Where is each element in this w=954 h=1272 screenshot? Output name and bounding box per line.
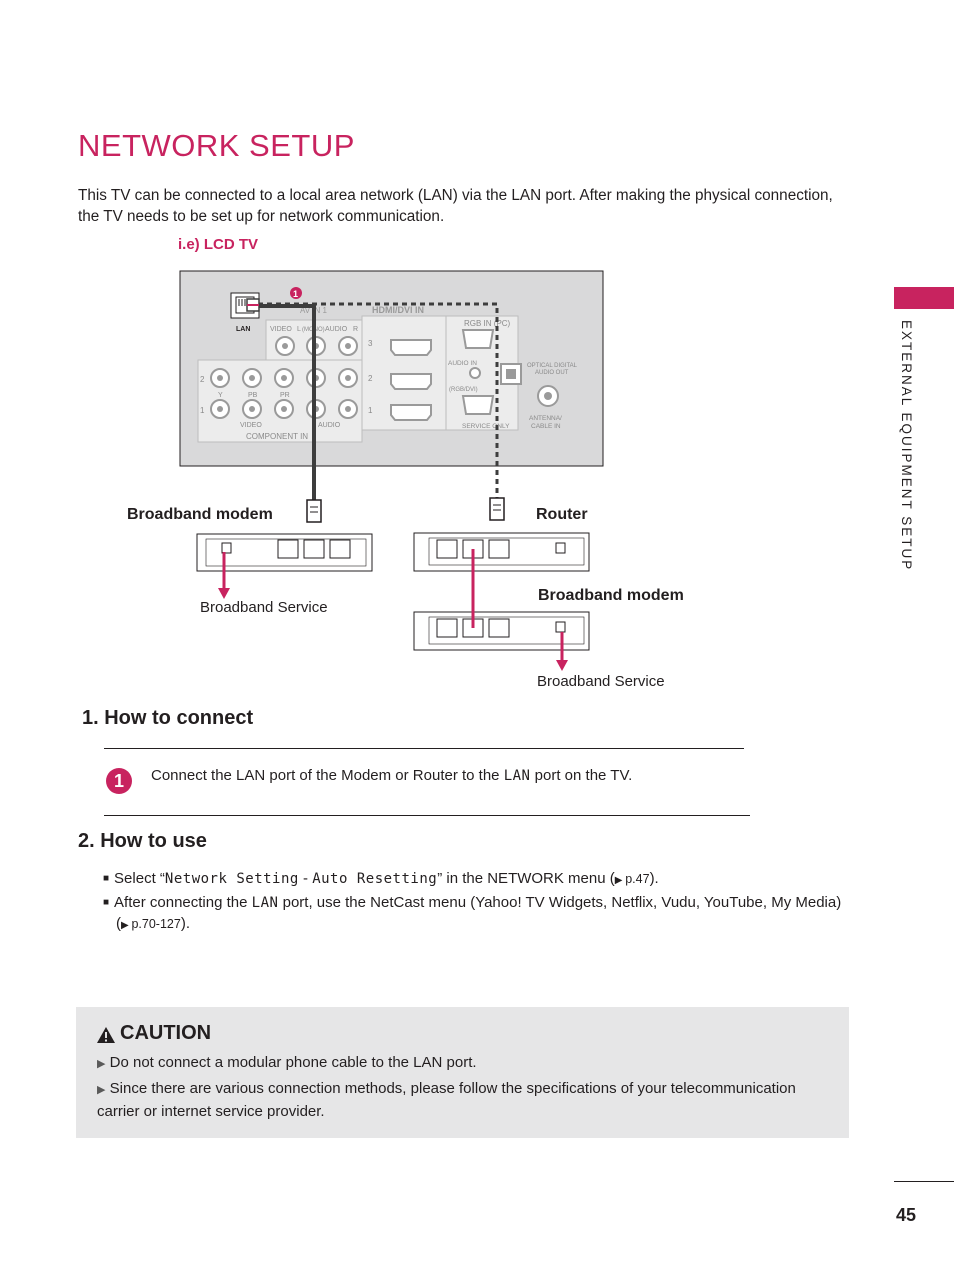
svg-text:AUDIO: AUDIO bbox=[318, 422, 341, 429]
svg-text:VIDEO: VIDEO bbox=[240, 422, 262, 429]
svg-text:(MONO): (MONO) bbox=[302, 327, 325, 333]
left-modem-label: Broadband modem bbox=[127, 506, 273, 523]
svg-text:VIDEO: VIDEO bbox=[270, 326, 292, 333]
caution-item-2: ▶ Since there are various connection methods, please follow the specifications of your telecommunication carrier or internet service provider. bbox=[97, 1080, 796, 1120]
divider bbox=[104, 748, 744, 749]
modem-plug bbox=[307, 500, 321, 522]
right-service-label: Broadband Service bbox=[537, 673, 665, 690]
svg-text:1: 1 bbox=[200, 406, 205, 415]
page-number: 45 bbox=[896, 1205, 917, 1225]
svg-text:AV IN 1: AV IN 1 bbox=[300, 306, 327, 315]
how-to-use-heading: 2. How to use bbox=[78, 830, 207, 852]
svg-text:AUDIO IN: AUDIO IN bbox=[448, 360, 477, 367]
svg-text:1: 1 bbox=[368, 406, 373, 415]
caution-title: CAUTION bbox=[120, 1022, 212, 1044]
diagram-sublabel: i.e) LCD TV bbox=[178, 236, 259, 253]
svg-text:3: 3 bbox=[368, 339, 373, 348]
svg-text:Y: Y bbox=[218, 392, 223, 399]
svg-text:2: 2 bbox=[368, 374, 373, 383]
svg-text:OPTICAL DIGITAL: OPTICAL DIGITAL bbox=[527, 363, 578, 369]
svg-text:AUDIO OUT: AUDIO OUT bbox=[535, 370, 569, 376]
caution-item-1: ▶ Do not connect a modular phone cable to the LAN port. bbox=[97, 1054, 477, 1071]
divider bbox=[104, 815, 750, 816]
svg-text:1: 1 bbox=[293, 289, 299, 299]
use-bullet-2-ref: (▶ p.70-127). bbox=[116, 915, 190, 932]
svg-text:SERVICE ONLY: SERVICE ONLY bbox=[462, 423, 510, 430]
svg-text:L: L bbox=[297, 326, 301, 333]
router-label: Router bbox=[536, 506, 588, 523]
svg-text:COMPONENT IN: COMPONENT IN bbox=[246, 432, 309, 441]
section-side-label: EXTERNAL EQUIPMENT SETUP bbox=[899, 320, 914, 572]
svg-text:ANTENNA/: ANTENNA/ bbox=[529, 415, 562, 422]
connect-instruction: Connect the LAN port of the Modem or Router to the LAN port on the TV. bbox=[151, 767, 633, 784]
svg-text:PB: PB bbox=[248, 392, 258, 399]
svg-text:PR: PR bbox=[280, 392, 290, 399]
svg-text:(RGB/DVI): (RGB/DVI) bbox=[449, 387, 478, 393]
router-plug bbox=[490, 498, 504, 520]
page-divider bbox=[894, 1181, 954, 1182]
svg-text:2: 2 bbox=[200, 375, 205, 384]
left-service-label: Broadband Service bbox=[200, 599, 328, 616]
svg-text:HDMI/DVI IN: HDMI/DVI IN bbox=[372, 305, 425, 315]
step-number: 1 bbox=[106, 768, 132, 794]
svg-text:AUDIO: AUDIO bbox=[325, 326, 348, 333]
svg-text:CABLE IN: CABLE IN bbox=[531, 423, 561, 430]
right-modem-label: Broadband modem bbox=[538, 587, 684, 604]
intro-paragraph: This TV can be connected to a local area network (LAN) via the LAN port. After making the physical connection, the TV needs to be set up for network communication. bbox=[78, 187, 833, 225]
lan-label: LAN bbox=[236, 326, 251, 333]
svg-text:RGB IN (PC): RGB IN (PC) bbox=[464, 319, 511, 328]
page-title: NETWORK SETUP bbox=[78, 128, 355, 163]
how-to-connect-heading: 1. How to connect bbox=[82, 707, 254, 729]
use-bullet-2: ■ After connecting the LAN port, use the NetCast menu (Yahoo! TV Widgets, Netflix, Vudu, YouTube, My Media) bbox=[103, 894, 842, 911]
svg-text:R: R bbox=[353, 326, 359, 333]
use-bullet-1: ■ Select “Network Setting - Auto Resetting” in the NETWORK menu (▶ p.47). bbox=[103, 870, 659, 887]
warning-icon bbox=[96, 1026, 116, 1044]
